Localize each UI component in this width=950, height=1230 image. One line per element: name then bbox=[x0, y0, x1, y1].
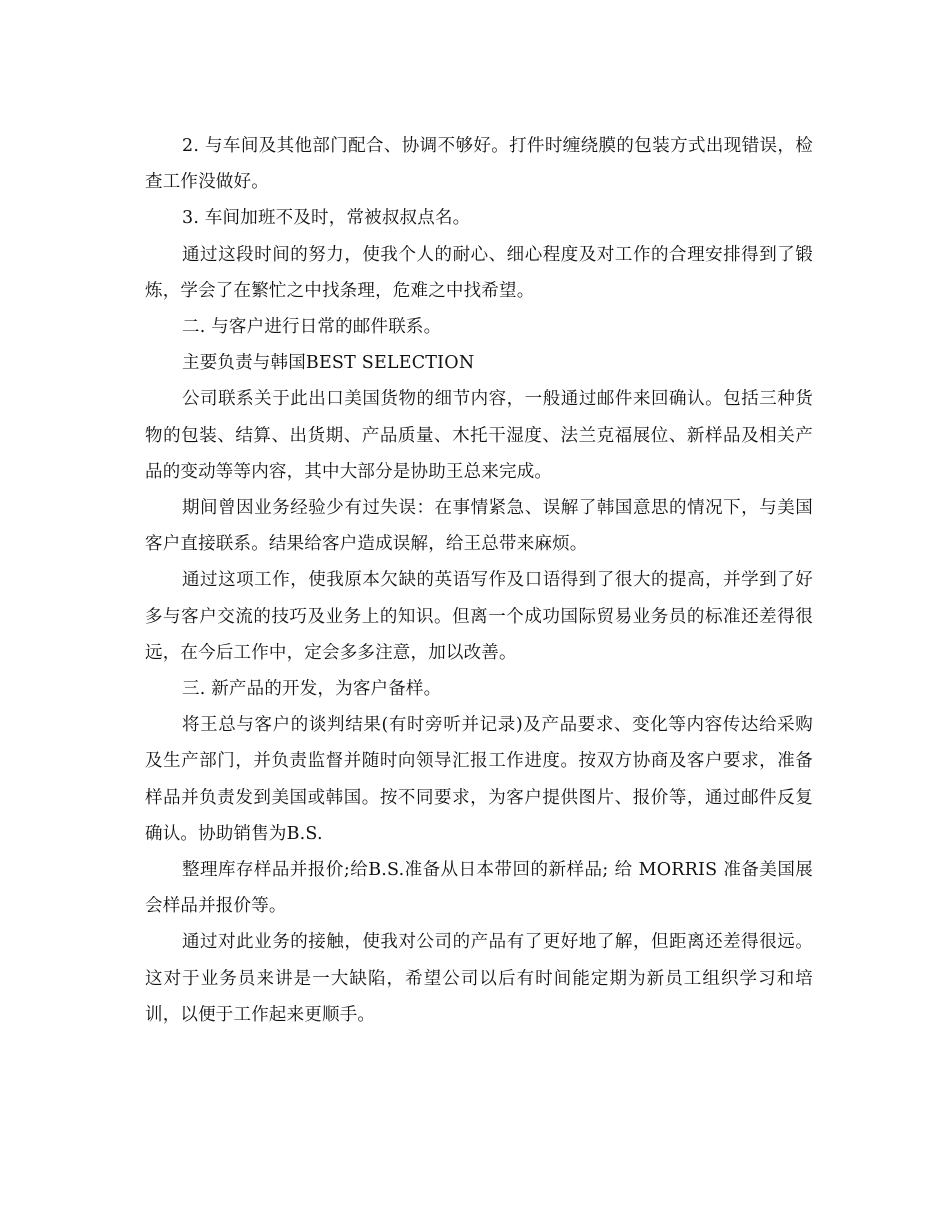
paragraph-mistake: 期间曾因业务经验少有过失误：在事情紧急、误解了韩国意思的情况下，与美国客户直接联系。结果给客户造成误解，给王总带来麻烦。 bbox=[145, 498, 813, 555]
paragraph-samples: 整理库存样品并报价;给B.S.准备从日本带回的新样品; 给 MORRIS 准备美国展会样品并报价等。 bbox=[145, 860, 813, 917]
document-body bbox=[145, 128, 813, 1033]
paragraph-company-contact: 公司联系关于此出口美国货物的细节内容，一般通过邮件来回确认。包括三种货物的包装、结算、出货期、产品质量、木托干湿度、法兰克福展位、新样品及相关产品的变动等等内容，其中大部分是协助王总来完成。 bbox=[145, 389, 813, 482]
paragraph-problem-3: 3. 车间加班不及时，常被叔叔点名。 bbox=[182, 208, 471, 229]
paragraph-problem-2: 2. 与车间及其他部门配合、协调不够好。打件时缠绕膜的包装方式出现错误，检查工作没做好。 bbox=[145, 136, 813, 193]
paragraph-negotiation: 将王总与客户的谈判结果(有时旁听并记录)及产品要求、变化等内容传达给采购及生产部门，并负责监督并随时向领导汇报工作进度。按双方协商及客户要求，准备样品并负责发到美国或韩国。按不同要求，为客户提供图片、报价等，通过邮件反复确认。协助销售为B.S. bbox=[145, 715, 813, 844]
section-heading-new-products: 三. 新产品的开发，为客户备样。 bbox=[182, 679, 442, 700]
section-heading-customer-email: 二. 与客户进行日常的邮件联系。 bbox=[182, 317, 442, 338]
paragraph-improvement: 通过这项工作，使我原本欠缺的英语写作及口语得到了很大的提高，并学到了好多与客户交流的技巧及业务上的知识。但离一个成功国际贸易业务员的标准还差得很远，在今后工作中，定会多多注意，加以改善。 bbox=[145, 570, 813, 663]
paragraph-summary-workshop: 通过这段时间的努力，使我个人的耐心、细心程度及对工作的合理安排得到了锻炼，学会了在繁忙之中找条理，危难之中找希望。 bbox=[145, 244, 813, 301]
paragraph-conclusion: 通过对此业务的接触，使我对公司的产品有了更好地了解，但距离还差得很远。这对于业务员来讲是一大缺陷，希望公司以后有时间能定期为新员工组织学习和培训，以便于工作起来更顺手。 bbox=[145, 932, 813, 1025]
paragraph-main-responsibility: 主要负责与韩国BEST SELECTION bbox=[182, 353, 475, 374]
